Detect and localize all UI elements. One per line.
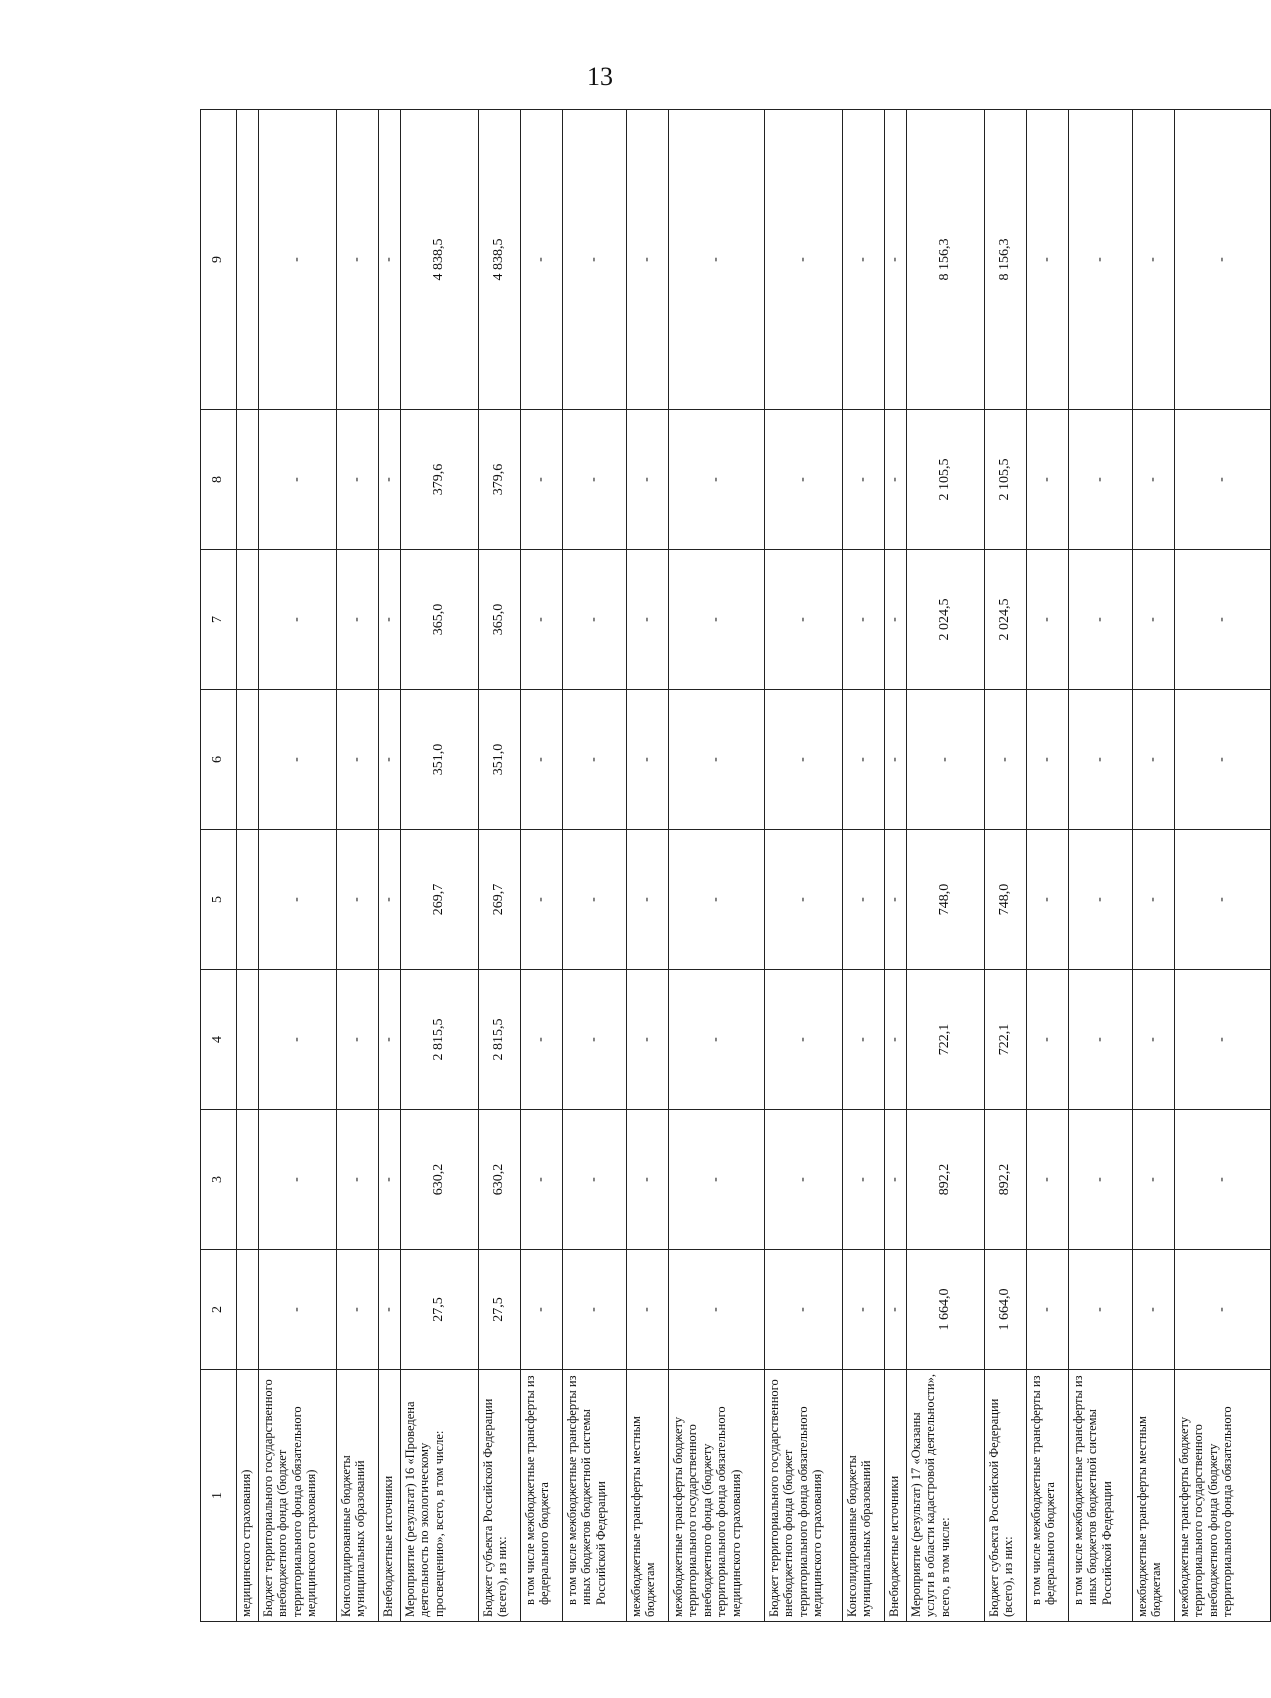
cell-value: - [1027,410,1069,550]
cell-value: - [521,550,563,690]
cell-value: - [669,830,765,970]
row-label: межбюджетные трансферты бюджету территориального государственного внебюджетного фонда (бюджету территориального фонда обязательного медицинского страхования) [669,1370,765,1622]
row-label: в том числе межбюджетные трансферты из иных бюджетов бюджетной системы Российской Федерации [1069,1370,1133,1622]
cell-value: 2 105,5 [985,410,1027,550]
row-label: в том числе межбюджетные трансферты из федерального бюджета [1027,1370,1069,1622]
cell-value: - [563,550,627,690]
cell-value: - [907,690,985,830]
row-label: Мероприятие (результат) 16 «Проведена деятельность по экологическому просвещению», всего, в том числе: [401,1370,479,1622]
row-label: в том числе межбюджетные трансферты из федерального бюджета [521,1370,563,1622]
cell-value: - [337,970,379,1110]
cell-value: - [563,1250,627,1370]
cell-value: - [379,690,401,830]
cell-value: - [1069,690,1133,830]
cell-value: - [1175,550,1271,690]
cell-value: - [337,410,379,550]
cell-value: - [627,830,669,970]
cell-value: - [843,830,885,970]
cell-value: 630,2 [479,1110,521,1250]
cell-value: - [885,550,907,690]
cell-value: - [885,970,907,1110]
cell-value: 722,1 [985,970,1027,1110]
row-label: Внебюджетные источники [885,1370,907,1622]
column-header: 2 [201,1250,237,1370]
table-row [843,110,885,1622]
cell-value: 1 664,0 [985,1250,1027,1370]
cell-value: 630,2 [401,1110,479,1250]
cell-value: - [337,830,379,970]
cell-value: - [669,1250,765,1370]
cell-value: - [259,970,337,1110]
cell-value: 269,7 [479,830,521,970]
table-row [379,110,401,1622]
column-header: 1 [201,1370,237,1622]
cell-value: 748,0 [985,830,1027,970]
table-row [479,110,521,1622]
column-header: 8 [201,410,237,550]
cell-value: - [765,550,843,690]
cell-value: 892,2 [985,1110,1027,1250]
cell-value: 892,2 [907,1110,985,1250]
cell-value: - [379,410,401,550]
table-row [907,110,985,1622]
row-label: Внебюджетные источники [379,1370,401,1622]
cell-value: - [1027,1250,1069,1370]
cell-value: - [259,410,337,550]
cell-value: - [563,690,627,830]
column-header: 9 [201,110,237,410]
row-label: Бюджет территориального государственного внебюджетного фонда (бюджет территориального фонда обязательного медицинского страхования) [259,1370,337,1622]
cell-value: - [765,690,843,830]
cell-value: - [563,970,627,1110]
cell-value [237,970,259,1110]
row-label: в том числе межбюджетные трансферты из иных бюджетов бюджетной системы Российской Федерации [563,1370,627,1622]
cell-value: - [669,110,765,410]
cell-value: - [765,1250,843,1370]
cell-value: - [1175,110,1271,410]
cell-value: - [379,550,401,690]
budget-table [200,109,1271,1622]
cell-value: - [885,690,907,830]
cell-value: - [627,550,669,690]
cell-value: - [379,1250,401,1370]
row-label: Консолидированные бюджеты муниципальных образований [843,1370,885,1622]
table-row [765,110,843,1622]
cell-value: - [337,1250,379,1370]
cell-value [237,550,259,690]
cell-value: 2 815,5 [479,970,521,1110]
cell-value: - [627,110,669,410]
rotated-table-container [200,110,1235,1622]
cell-value: - [1027,1110,1069,1250]
cell-value: - [669,1110,765,1250]
cell-value: 269,7 [401,830,479,970]
row-label: Консолидированные бюджеты муниципальных образований [337,1370,379,1622]
cell-value: - [627,1250,669,1370]
cell-value: - [765,830,843,970]
cell-value: - [1133,110,1175,410]
cell-value: - [259,1250,337,1370]
cell-value: - [669,690,765,830]
cell-value: - [1069,1110,1133,1250]
cell-value: - [1027,550,1069,690]
table-row [563,110,627,1622]
cell-value: - [885,1110,907,1250]
cell-value: - [379,830,401,970]
cell-value: - [1175,1250,1271,1370]
cell-value: - [765,970,843,1110]
cell-value: 2 024,5 [907,550,985,690]
cell-value: - [259,830,337,970]
cell-value: - [1133,970,1175,1110]
cell-value: - [765,110,843,410]
cell-value: - [765,1110,843,1250]
page-number: 13 [587,62,613,91]
table-row [521,110,563,1622]
row-label: Мероприятие (результат) 17 «Оказаны услуги в области кадастровой деятельности», всего, в том числе: [907,1370,985,1622]
cell-value: - [1175,1110,1271,1250]
column-header: 6 [201,690,237,830]
cell-value: - [885,1250,907,1370]
cell-value: 4 838,5 [401,110,479,410]
cell-value: 748,0 [907,830,985,970]
cell-value: - [521,690,563,830]
table-row [337,110,379,1622]
cell-value: - [885,410,907,550]
row-label: межбюджетные трансферты местным бюджетам [1133,1370,1175,1622]
cell-value: - [337,1110,379,1250]
header-row [201,110,237,1622]
cell-value: 351,0 [401,690,479,830]
cell-value: - [985,690,1027,830]
table-row [627,110,669,1622]
cell-value [237,1250,259,1370]
row-label: Бюджет территориального государственного внебюджетного фонда (бюджет территориального фонда обязательного медицинского страхования) [765,1370,843,1622]
cell-value: - [1175,830,1271,970]
cell-value: 27,5 [479,1250,521,1370]
column-header: 7 [201,550,237,690]
cell-value: - [379,110,401,410]
cell-value: 1 664,0 [907,1250,985,1370]
cell-value: - [563,110,627,410]
table-row [259,110,337,1622]
cell-value: - [1133,550,1175,690]
cell-value: - [1133,830,1175,970]
cell-value: - [627,410,669,550]
table-row [237,110,259,1622]
cell-value: - [563,830,627,970]
cell-value: - [1069,1250,1133,1370]
cell-value: - [885,110,907,410]
cell-value: - [379,1110,401,1250]
cell-value: - [843,1110,885,1250]
cell-value: - [1175,410,1271,550]
cell-value [237,410,259,550]
table-row [1175,110,1271,1622]
row-label: межбюджетные трансферты бюджету территориального государственного внебюджетного фонда (бюджету территориального фонда обязательного [1175,1370,1271,1622]
cell-value: - [1069,550,1133,690]
cell-value: - [337,110,379,410]
cell-value [237,110,259,410]
cell-value: - [563,1110,627,1250]
cell-value: 27,5 [401,1250,479,1370]
cell-value [237,1110,259,1250]
cell-value: - [843,690,885,830]
cell-value: 4 838,5 [479,110,521,410]
cell-value: - [259,1110,337,1250]
row-label: Бюджет субъекта Российской Федерации (всего), из них: [479,1370,521,1622]
table-row [401,110,479,1622]
cell-value: - [627,690,669,830]
row-label: медицинского страхования) [237,1370,259,1622]
cell-value: - [1027,690,1069,830]
row-label: Бюджет субъекта Российской Федерации (всего), из них: [985,1370,1027,1622]
cell-value: - [1133,1250,1175,1370]
cell-value: 379,6 [401,410,479,550]
cell-value: - [843,550,885,690]
table-row [985,110,1027,1622]
cell-value: - [669,410,765,550]
cell-value [237,830,259,970]
cell-value: - [843,110,885,410]
cell-value: - [1069,110,1133,410]
cell-value: - [563,410,627,550]
cell-value: - [379,970,401,1110]
cell-value: - [627,1110,669,1250]
table-row [1069,110,1133,1622]
column-header: 3 [201,1110,237,1250]
table-row [669,110,765,1622]
cell-value: 2 024,5 [985,550,1027,690]
cell-value: - [1027,110,1069,410]
table-row [1133,110,1175,1622]
cell-value: - [521,1110,563,1250]
cell-value: - [627,970,669,1110]
cell-value: - [521,830,563,970]
cell-value: - [669,970,765,1110]
cell-value: 722,1 [907,970,985,1110]
column-header: 5 [201,830,237,970]
cell-value: - [1133,1110,1175,1250]
cell-value: 365,0 [479,550,521,690]
cell-value: 8 156,3 [907,110,985,410]
cell-value: - [1133,410,1175,550]
cell-value: 351,0 [479,690,521,830]
cell-value: - [259,550,337,690]
cell-value [237,690,259,830]
cell-value: - [1027,830,1069,970]
cell-value: - [521,970,563,1110]
cell-value: - [1027,970,1069,1110]
cell-value: - [521,1250,563,1370]
cell-value: - [1175,690,1271,830]
cell-value: - [885,830,907,970]
cell-value: - [669,550,765,690]
cell-value: - [1175,970,1271,1110]
cell-value: - [843,410,885,550]
cell-value: - [1133,690,1175,830]
cell-value: 2 815,5 [401,970,479,1110]
cell-value: - [1069,970,1133,1110]
column-header: 4 [201,970,237,1110]
table-row [1027,110,1069,1622]
cell-value: - [843,970,885,1110]
row-label: межбюджетные трансферты местным бюджетам [627,1370,669,1622]
cell-value: - [259,110,337,410]
cell-value: - [1069,410,1133,550]
cell-value: 8 156,3 [985,110,1027,410]
cell-value: - [521,410,563,550]
cell-value: 2 105,5 [907,410,985,550]
table-row [885,110,907,1622]
cell-value: - [1069,830,1133,970]
table-body [201,110,1271,1622]
cell-value: - [843,1250,885,1370]
cell-value: 365,0 [401,550,479,690]
cell-value: - [337,690,379,830]
cell-value: - [337,550,379,690]
cell-value: 379,6 [479,410,521,550]
cell-value: - [259,690,337,830]
cell-value: - [521,110,563,410]
cell-value: - [765,410,843,550]
